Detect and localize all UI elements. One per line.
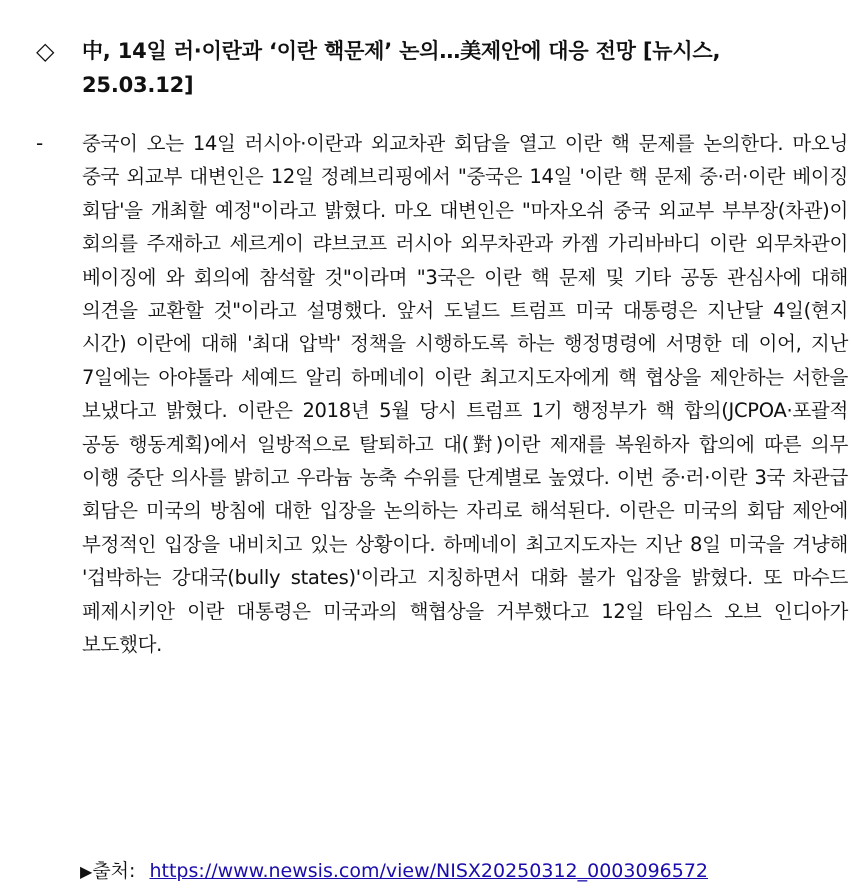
source-line	[80, 857, 708, 886]
source-label: 출처:	[92, 860, 136, 882]
play-arrow-icon: ▶	[80, 862, 93, 881]
source-link[interactable]: https://www.newsis.com/view/NISX20250312_0003096572	[149, 860, 709, 882]
headline-title: 中, 14일 러·이란과 ‘이란 핵문제’ 논의…美제안에 대응 전망 [뉴시스, 25.03.12]	[82, 39, 721, 97]
diamond-bullet-icon: ◇	[36, 37, 55, 65]
article-body: 중국이 오는 14일 러시아·이란과 외교차관 회담을 열고 이란 핵 문제를 논의한다. 마오닝 중국 외교부 대변인은 12일 정례브리핑에서 "중국은 14일 '이란 핵 문제 중·러·이란 베이징 회담'을 개최할 예정"이라고 밝혔다. 마오 대변인은 "마자오쉬 중국 외교부 부부장(차관)이 회의를 주재하고 세르게이 랴브코프 러시아 외무차관과 카젬 가리바바디 이란 외무차관이 베이징에 와 회의에 참석할 것"이라며 "3국은 이란 핵 문제 및 기타 공동 관심사에 대해 의견을 교환할 것"이라고 설명했다. 앞서 도널드 트럼프 미국 대통령은 지난달 4일(현지 시간) 이란에 대해 '최대 압박' 정책을 시행하도록 하는 행정명령에 서명한 데 이어, 지난 7일에는 아야톨라 세예드 알리 하메네이 이란 최고지도자에게 핵 협상을 제안하는 서한을 보냈다고 밝혔다. 이란은 2018년 5월 당시 트럼프 1기 행정부가 핵 합의(JCPOA·포괄적 공동 행동계획)에서 일방적으로 탈퇴하고 대(對)이란 제재를 복원하자 합의에 따른 의무 이행 중단 의사를 밝히고 우라늄 농축 수위를 단계별로 높였다. 이번 중·러·이란 3국 차관급 회담은 미국의 방침에 대한 입장을 논의하는 자리로 해석된다. 이란은 미국의 회담 제안에 부정적인 입장을 내비치고 있는 상황이다. 하메네이 최고지도자는 지난 8일 미국을 겨냥해 '겁박하는 강대국(bully states)'이라고 지칭하면서 대화 불가 입장을 밝혔다. 또 마수드 페제시키안 이란 대통령은 미국과의 핵협상을 거부했다고 12일 타임스 오브 인디아가 보도했다.	[82, 132, 848, 657]
dash-bullet: -	[36, 131, 44, 155]
headline	[36, 34, 816, 102]
article-summary	[36, 127, 848, 662]
